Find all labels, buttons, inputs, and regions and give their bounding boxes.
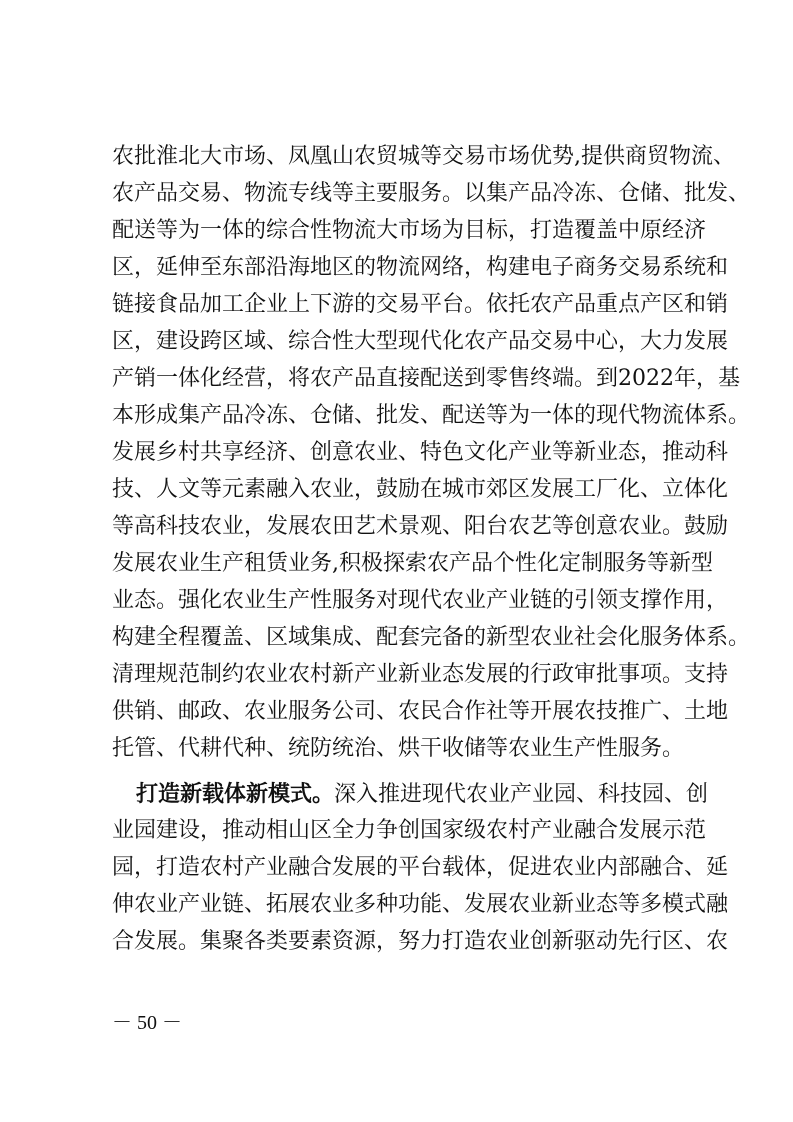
text-line: 合发展。集聚各类要素资源，努力打造农业创新驱动先行区、农 xyxy=(112,929,729,954)
text-line: 托管、代耕代种、统防统治、烘干收储等农业生产性服务。 xyxy=(112,736,685,761)
paragraph-line xyxy=(0,324,793,360)
paragraph-line xyxy=(0,924,793,960)
text-line: 农批淮北大市场、凤凰山农贸城等交易市场优势,提供商贸物流、 xyxy=(112,144,735,169)
paragraph-line xyxy=(0,361,793,397)
paragraph-line xyxy=(0,813,793,849)
text-line: 农产品交易、物流专线等主要服务。以集产品冷冻、仓储、批发、 xyxy=(112,181,751,206)
paragraph-line xyxy=(0,250,793,286)
text-line: 技、人文等元素融入农业，鼓励在城市郊区发展工厂化、立体化 xyxy=(112,477,729,502)
text-line: 伸农业产业链、拓展农业多种功能、发展农业新业态等多模式融 xyxy=(112,892,729,917)
text-line: 区，建设跨区域、综合性大型现代化农产品交易中心，大力发展 xyxy=(112,329,729,354)
paragraph-line xyxy=(0,583,793,619)
text-line: 供销、邮政、农业服务公司、农民合作社等开展农技推广、土地 xyxy=(112,699,729,724)
paragraph-line xyxy=(0,213,793,249)
text-line: 业态。强化农业生产性服务对现代农业产业链的引领支撑作用， xyxy=(112,588,729,613)
page-number: － 50 － xyxy=(112,1012,182,1034)
text-line: 区，延伸至东部沿海地区的物流网络，构建电子商务交易系统和 xyxy=(112,255,729,280)
paragraph-line xyxy=(0,776,793,812)
text-line: 发展乡村共享经济、创意农业、特色文化产业等新业态，推动科 xyxy=(112,440,729,465)
paragraph-line xyxy=(0,694,793,730)
text-line: 发展农业生产租赁业务,积极探索农产品个性化定制服务等新型 xyxy=(112,551,713,576)
text-line: 配送等为一体的综合性物流大市场为目标，打造覆盖中原经济 xyxy=(112,218,707,243)
paragraph-line xyxy=(0,176,793,212)
text-line: 构建全程覆盖、区域集成、配套完备的新型农业社会化服务体系。 xyxy=(112,625,751,650)
paragraph-line xyxy=(0,546,793,582)
text-line: 业园建设，推动相山区全力争创国家级农村产业融合发展示范 xyxy=(112,818,707,843)
paragraph-line xyxy=(0,435,793,471)
text-line: 本形成集产品冷冻、仓储、批发、配送等为一体的现代物流体系。 xyxy=(112,403,751,428)
paragraph-line xyxy=(0,472,793,508)
paragraph-line xyxy=(0,887,793,923)
paragraph-line xyxy=(0,139,793,175)
paragraph-line xyxy=(0,398,793,434)
paragraph-line xyxy=(0,850,793,886)
paragraph-line xyxy=(0,620,793,656)
text-line: 产销一体化经营，将农产品直接配送到零售终端。到2022年，基 xyxy=(112,366,740,391)
paragraph-line xyxy=(0,509,793,545)
paragraph-line xyxy=(0,657,793,693)
text-line: 等高科技农业，发展农田艺术景观、阳台农艺等创意农业。鼓励 xyxy=(112,514,729,539)
paragraph-line xyxy=(0,731,793,767)
text-line xyxy=(136,776,709,813)
section-heading: 打造新载体新模式。 xyxy=(136,781,335,807)
paragraph-line xyxy=(0,287,793,323)
text-line: 清理规范制约农业农村新产业新业态发展的行政审批事项。支持 xyxy=(112,662,729,687)
text-line: 园，打造农村产业融合发展的平台载体，促进农业内部融合、延 xyxy=(112,855,729,880)
text-line: 链接食品加工企业上下游的交易平台。依托农产品重点产区和销 xyxy=(112,292,729,317)
heading-line-text: 深入推进现代农业产业园、科技园、创 xyxy=(334,782,709,807)
